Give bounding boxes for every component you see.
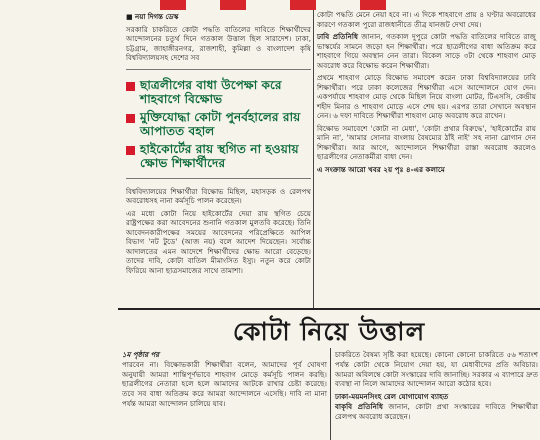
article-paragraph: পারবেন না। বিক্ষোভকারী শিক্ষার্থীরা বলেন, আমাদের পূর্ব ঘোষণা অনুযায়ী আমরা শান্তিপূর্ণভাবে শাহবাগ মোড়ে কর্মসূচি পালন করছি। ছাত্রলীগের নেতারা হলে হলে আমাদের আটকে রাখার চেষ্টা করেছে। তবে সব বাধা অতিক্রম করে আমরা আন্দোলনে এসেছি। দাবি না মানা পর্যন্ত আমরা আন্দোলন চালিয়ে যাব। <box>122 359 327 408</box>
highlight-item <box>126 142 311 170</box>
article-paragraph: চাকরিতে বৈষম্য সৃষ্টি করা হয়েছে। কোনো কোনো চাকরিতে ৫৬ শতাংশ পর্যন্ত কোটা থেকে নিয়োগ দেয়া হয়, যা মেধাবীদের প্রতি অবিচার। আমরা অবিলম্বে কোটা সংস্কারের দাবি জানাচ্ছি। সরকার এ ব্যাপারে দ্রুত ব্যবস্থা না নিলে আমাদের আন্দোলন আরো কঠোর হবে। <box>335 350 538 389</box>
column-divider <box>330 348 331 440</box>
highlights-box <box>126 69 311 179</box>
column-divider <box>313 10 314 310</box>
article-paragraph <box>335 402 538 422</box>
highlight-item <box>126 110 311 138</box>
continued-headline: কোটা নিয়ে উত্তাল <box>232 317 426 346</box>
continued-column-right <box>335 350 538 425</box>
correspondent-byline: বাকৃবি প্রতিনিধি <box>335 401 384 411</box>
article-paragraph: বিক্ষোভ সমাবেশে 'কোটা না মেধা', 'কোটা প্রথার বিরুদ্ধে', 'হাইকোর্টের রায় মানি না', 'আমার সোনার বাংলায় বৈষম্যের ঠাঁই নাই' সহ নানা স্লোগান দেন শিক্ষার্থীরা। আর আগে, আন্দোলনে শিক্ষার্থীরা রাস্তা অবরোধ করলেও ছাত্রলীগের নেতাকর্মীরা বাধা দেন। <box>317 123 536 161</box>
jump-line: এ সংক্রান্ত আরো খবর ২য় পৃঃ ৪-এর কলামে <box>317 164 445 174</box>
article-paragraph-text: জানান, গতকাল দুপুরে কোটা পদ্ধতি বাতিলের দাবিতে রাজু ভাস্কর্যের সামনে জড়ো হন শিক্ষার্থীরা। পরে ছাত্রলীগের বাধা অতিক্রম করে শাহবাগে গিয়ে অবস্থান নেন তারা। বিকেল সাড়ে ৩টা থেকে শাহবাগ মোড় অবরোধ করে বিক্ষোভ করেন শিক্ষার্থীরা। <box>317 32 536 70</box>
byline: ■ নয়া দিগন্ত ডেস্ক <box>126 12 179 21</box>
bullet-square-icon <box>126 146 135 155</box>
continued-marker: ১ম পৃষ্ঠার পর <box>122 350 160 359</box>
bullet-square-icon <box>126 114 135 123</box>
article-paragraph-text: জানান, কোটা প্রথা সংস্কারের দাবিতে শিক্ষার্থীরা রেলপথ অবরোধ করেছেন। <box>335 401 538 421</box>
article-paragraph: বিশ্ববিদ্যালয়ের শিক্ষার্থীরা বিক্ষোভ মিছিল, মহাসড়ক ও রেলপথ অবরোধসহ নানা কর্মসূচি পালন করেছেন। <box>126 186 311 205</box>
article-paragraph: কোটা পদ্ধতি মেনে নেয়া হবে না। এ দিকে শাহবাগে প্রায় ৪ ঘণ্টার অবরোধের কারণে গতকাল পুরো রাজধানীতে তীব্র যানজট দেখা দেয়। <box>317 10 536 29</box>
article-column-right <box>317 10 536 177</box>
article-column-left <box>126 10 311 278</box>
article-paragraph: এর মধ্যে কোটা নিয়ে হাইকোর্টের দেয়া রায় স্থগিত চেয়ে রাষ্ট্রপক্ষের করা আবেদনের শুনানি গতকাল মুলতবি করেছে। তিনি আবেদনকারীপক্ষের সময়ের আবেদনের পরিপ্রেক্ষিতে আপিল বিভাগ 'নট টুডে' (আজ নয়) বলে আদেশ দিয়েছেন। সর্বোচ্চ আদালতের এমন আদেশে শিক্ষার্থীদের ক্ষোভ আরো বেড়েছে। তাদের দাবি, কোটা বাতিল মীমাংসিত ইস্যু। নতুন করে কোটা ফিরিয়ে আনা ছাত্রসমাজের সাথে তামাশা। <box>126 208 311 275</box>
masthead-fragment <box>120 0 420 10</box>
continued-column-left <box>122 350 327 412</box>
section-rule <box>118 308 540 310</box>
continued-article <box>118 308 540 440</box>
highlight-text: হাইকোর্টের রায় স্থগিত না হওয়ায় ক্ষোভ শিক্ষার্থীদের <box>140 141 299 170</box>
highlight-text: মুক্তিযোদ্ধা কোটা পুনর্বহালের রায় আপাতত বহাল <box>140 109 301 138</box>
subheading: ঢাকা-ময়মনসিংহ রেল যোগাযোগ ব্যাহত <box>335 392 449 402</box>
highlight-item <box>126 78 311 106</box>
article-paragraph: প্রথমে শাহবাগ মোড়ে বিক্ষোভ সমাবেশ করেন ঢাকা বিশ্ববিদ্যালয়ের ঢাবি শিক্ষার্থীরা। পরে ঢাকা কলেজের শিক্ষার্থীরা এসে আন্দোলনে যোগ দেন। একপর্যায়ে শাহবাগ মোড় থেকে মিছিল নিয়ে বাংলা মোটর, টিএসসি, কেন্দ্রীয় শহীদ মিনার ও শাহবাগ মোড়ে এসে শেষ হয়। এরপর তারা সেখানে অবস্থান নেন। ৬ দফা দাবিতে শিক্ষার্থীরা শাহবাগ মোড় অবরোধ করে রাখেন। <box>317 73 536 120</box>
article-paragraph <box>317 32 536 70</box>
bullet-square-icon <box>126 82 135 91</box>
correspondent-byline: ঢাবি প্রতিনিধি <box>317 32 358 41</box>
article-paragraph: সরকারি চাকরিতে কোটা পদ্ধতি বাতিলের দাবিতে শিক্ষার্থীদের আন্দোলনের চতুর্থ দিনে গতকাল উত্তাল ছিল সারাদেশ। ঢাকা, চট্টগ্রাম, জাহাঙ্গীরনগর, রাজশাহী, কুমিল্লা ও বাংলাদেশ কৃষি বিশ্ববিদ্যালয়সহ দেশের সব <box>126 24 311 62</box>
highlight-text: ছাত্রলীগের বাধা উপেক্ষা করে শাহবাগে বিক্ষোভ <box>140 77 282 106</box>
